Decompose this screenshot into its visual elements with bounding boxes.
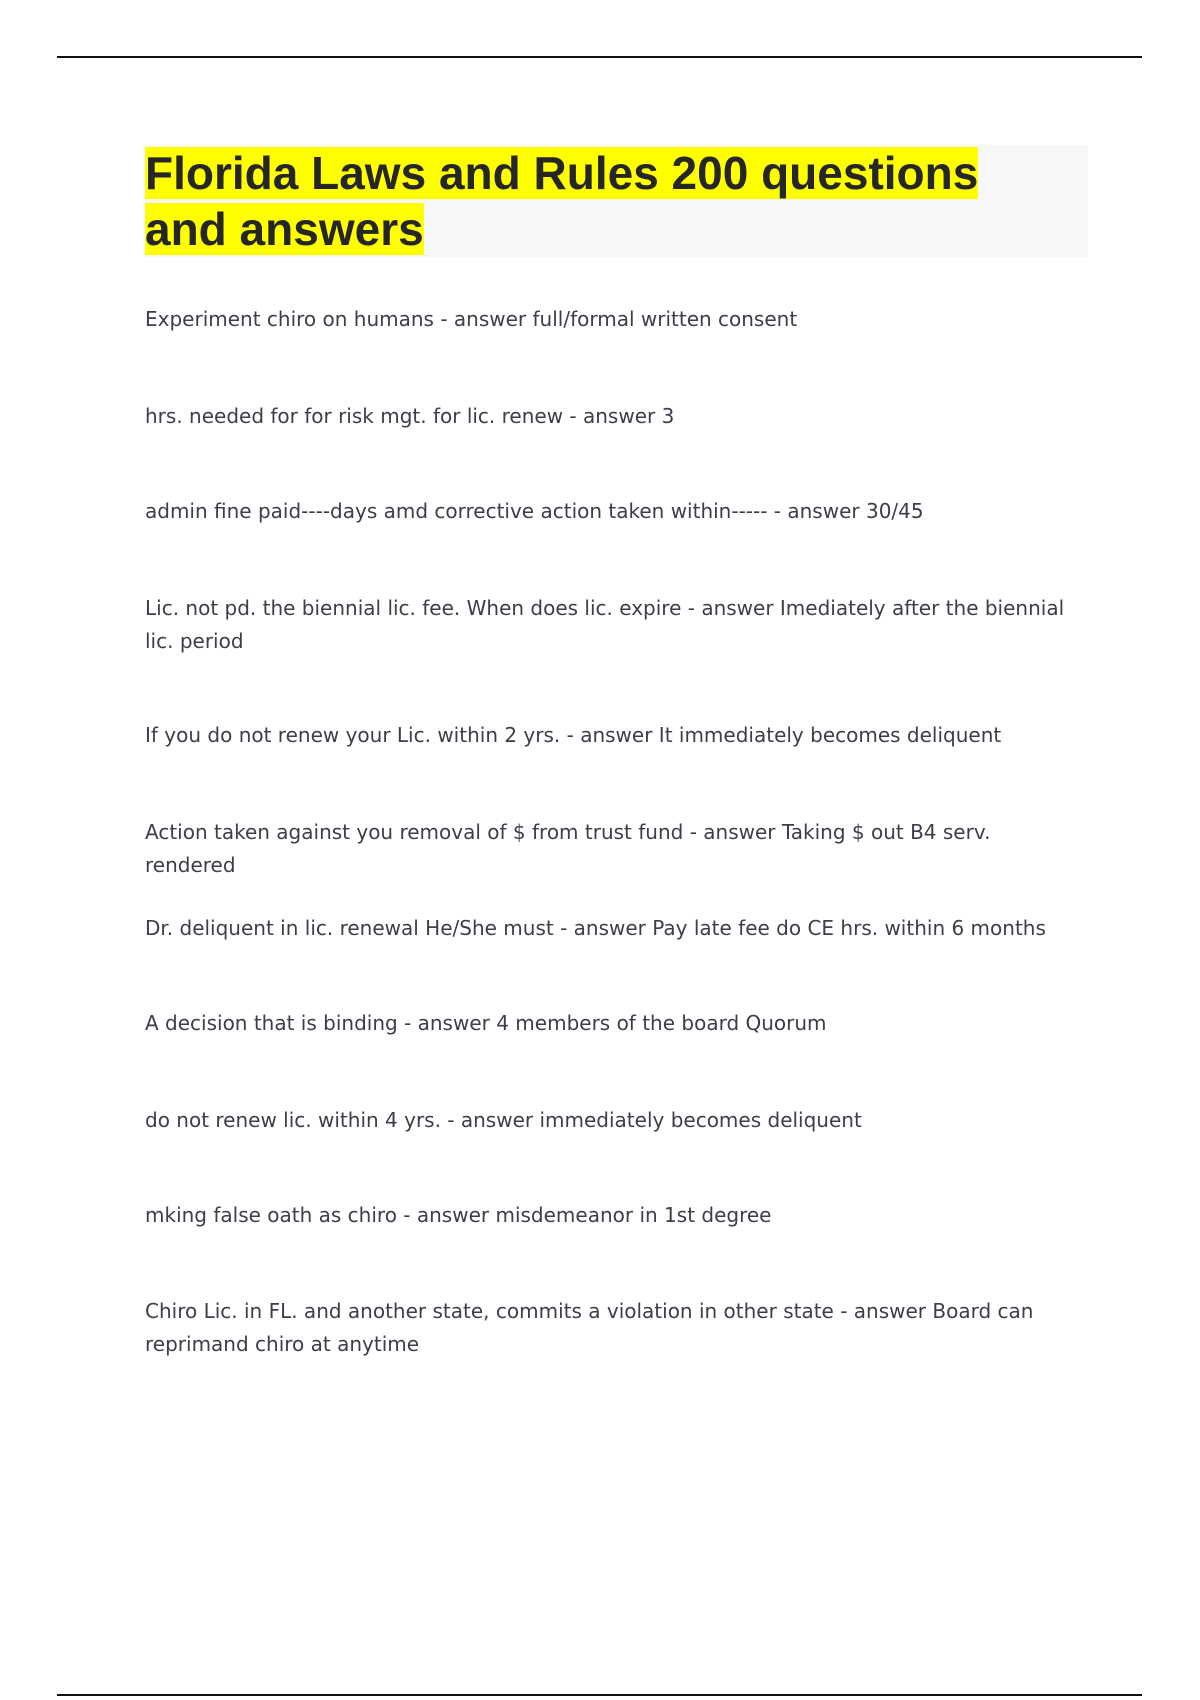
header-rule — [57, 56, 1142, 58]
qa-item: mking false oath as chiro - answer misdemeanor in 1st degree — [145, 1203, 772, 1227]
qa-item: Lic. not pd. the biennial lic. fee. When does lic. expire - answer Imediately after the biennial lic. period — [145, 596, 1065, 653]
document-title — [145, 145, 1045, 257]
title-block — [145, 145, 1088, 257]
qa-item: Dr. deliquent in lic. renewal He/She must - answer Pay late fee do CE hrs. within 6 months — [145, 916, 1046, 940]
qa-item: do not renew lic. within 4 yrs. - answer immediately becomes deliquent — [145, 1108, 862, 1132]
qa-item: Chiro Lic. in FL. and another state, commits a violation in other state - answer Board can reprimand chiro at anytime — [145, 1299, 1034, 1356]
qa-item: hrs. needed for for risk mgt. for lic. renew - answer 3 — [145, 404, 675, 428]
qa-item: Experiment chiro on humans - answer full/formal written consent — [145, 307, 798, 331]
qa-item: If you do not renew your Lic. within 2 yrs. - answer It immediately becomes deliquent — [145, 723, 1002, 747]
footer-rule — [57, 1694, 1142, 1696]
document-title-text: Florida Laws and Rules 200 questions and answers — [145, 147, 979, 255]
qa-item: A decision that is binding - answer 4 members of the board Quorum — [145, 1011, 827, 1035]
qa-item: Action taken against you removal of $ from trust fund - answer Taking $ out B4 serv. rendered — [145, 820, 991, 877]
qa-item: admin fine paid----days amd corrective action taken within----- - answer 30/45 — [145, 499, 924, 523]
